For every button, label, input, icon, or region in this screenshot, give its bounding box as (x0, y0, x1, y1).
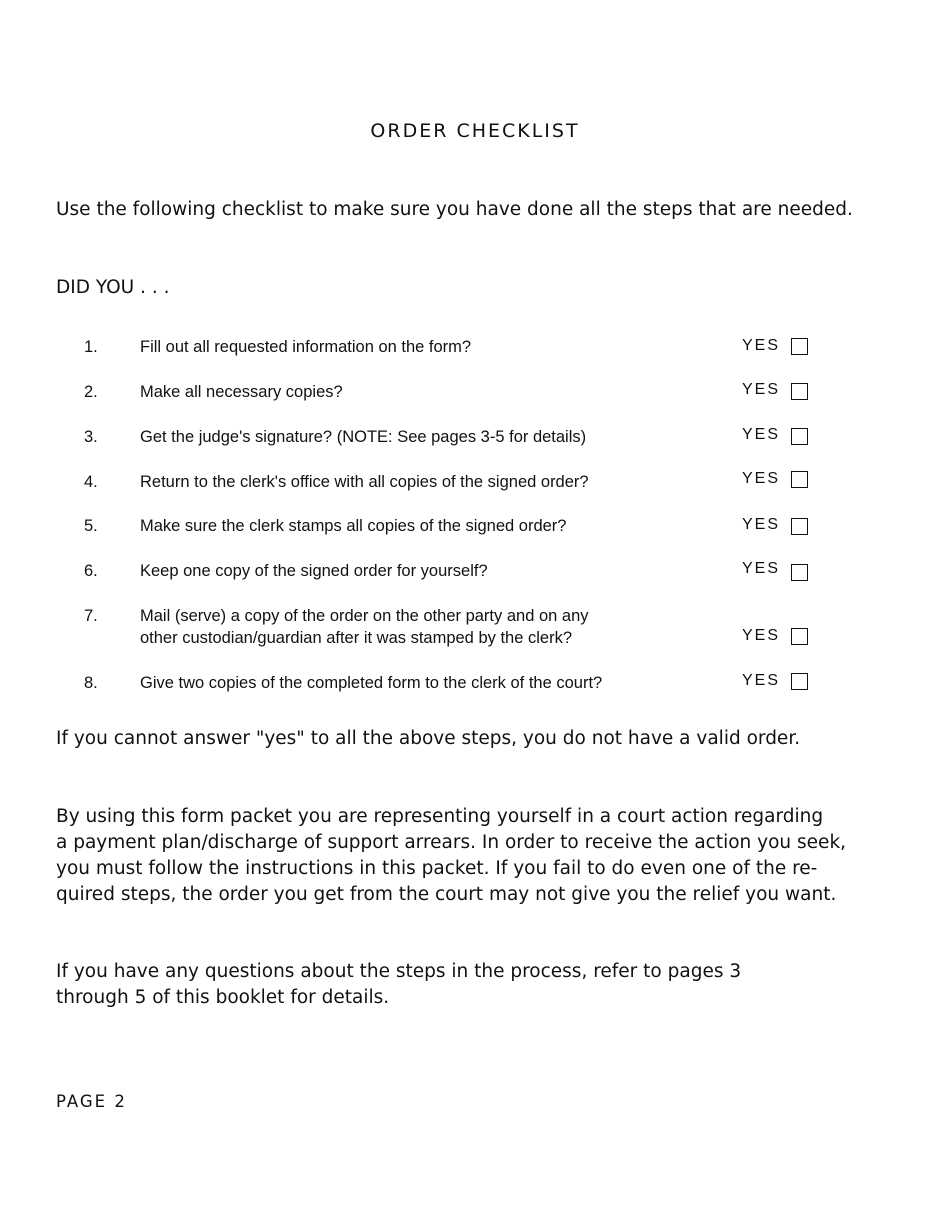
yes-label: YES (742, 672, 781, 689)
yes-label: YES (742, 337, 781, 354)
representation-paragraph: By using this form packet you are representing yourself in a court action regarding a payment plan/discharge of support arrears. In order to receive the action you seek, you must follow the instructions in this packet. If you fail to do even one of the re- quired steps, the order you get from the court may not give you the relief you want. (56, 806, 847, 905)
item-number: 7. (84, 607, 98, 625)
item-number: 8. (84, 674, 98, 692)
intro-text: Use the following checklist to make sure you have done all the steps that are needed. (56, 199, 853, 220)
item-number: 1. (84, 338, 98, 356)
item-number: 6. (84, 562, 98, 580)
yes-label: YES (742, 381, 781, 398)
yes-checkbox[interactable] (791, 428, 808, 445)
yes-checkbox[interactable] (791, 471, 808, 488)
yes-checkbox[interactable] (791, 383, 808, 400)
yes-checkbox[interactable] (791, 564, 808, 581)
questions-paragraph: If you have any questions about the steps in the process, refer to pages 3 through 5 of this booklet for details. (56, 961, 742, 1008)
item-number: 3. (84, 428, 98, 446)
item-text: Get the judge's signature? (NOTE: See pages 3-5 for details) (140, 428, 587, 446)
did-you-heading: DID YOU . . . (56, 277, 170, 298)
item-text: Mail (serve) a copy of the order on the other party and on any other custodian/guardian after it was stamped by the clerk? (140, 607, 589, 647)
yes-checkbox[interactable] (791, 338, 808, 355)
item-text: Keep one copy of the signed order for yourself? (140, 562, 488, 580)
yes-checkbox[interactable] (791, 518, 808, 535)
item-text: Make all necessary copies? (140, 383, 343, 401)
item-text: Fill out all requested information on the form? (140, 338, 472, 356)
page-number: PAGE 2 (56, 1092, 127, 1111)
warning-text: If you cannot answer "yes" to all the above steps, you do not have a valid order. (56, 728, 801, 749)
item-number: 2. (84, 383, 98, 401)
yes-label: YES (742, 560, 781, 577)
yes-checkbox[interactable] (791, 628, 808, 645)
item-number: 5. (84, 517, 98, 535)
yes-label: YES (742, 470, 781, 487)
yes-label: YES (742, 426, 781, 443)
item-text: Make sure the clerk stamps all copies of the signed order? (140, 517, 567, 535)
item-text: Return to the clerk's office with all copies of the signed order? (140, 473, 589, 491)
yes-label: YES (742, 516, 781, 533)
item-number: 4. (84, 473, 98, 491)
page-title: ORDER CHECKLIST (370, 120, 580, 142)
yes-label: YES (742, 627, 781, 644)
item-text: Give two copies of the completed form to the clerk of the court? (140, 674, 603, 692)
yes-checkbox[interactable] (791, 673, 808, 690)
